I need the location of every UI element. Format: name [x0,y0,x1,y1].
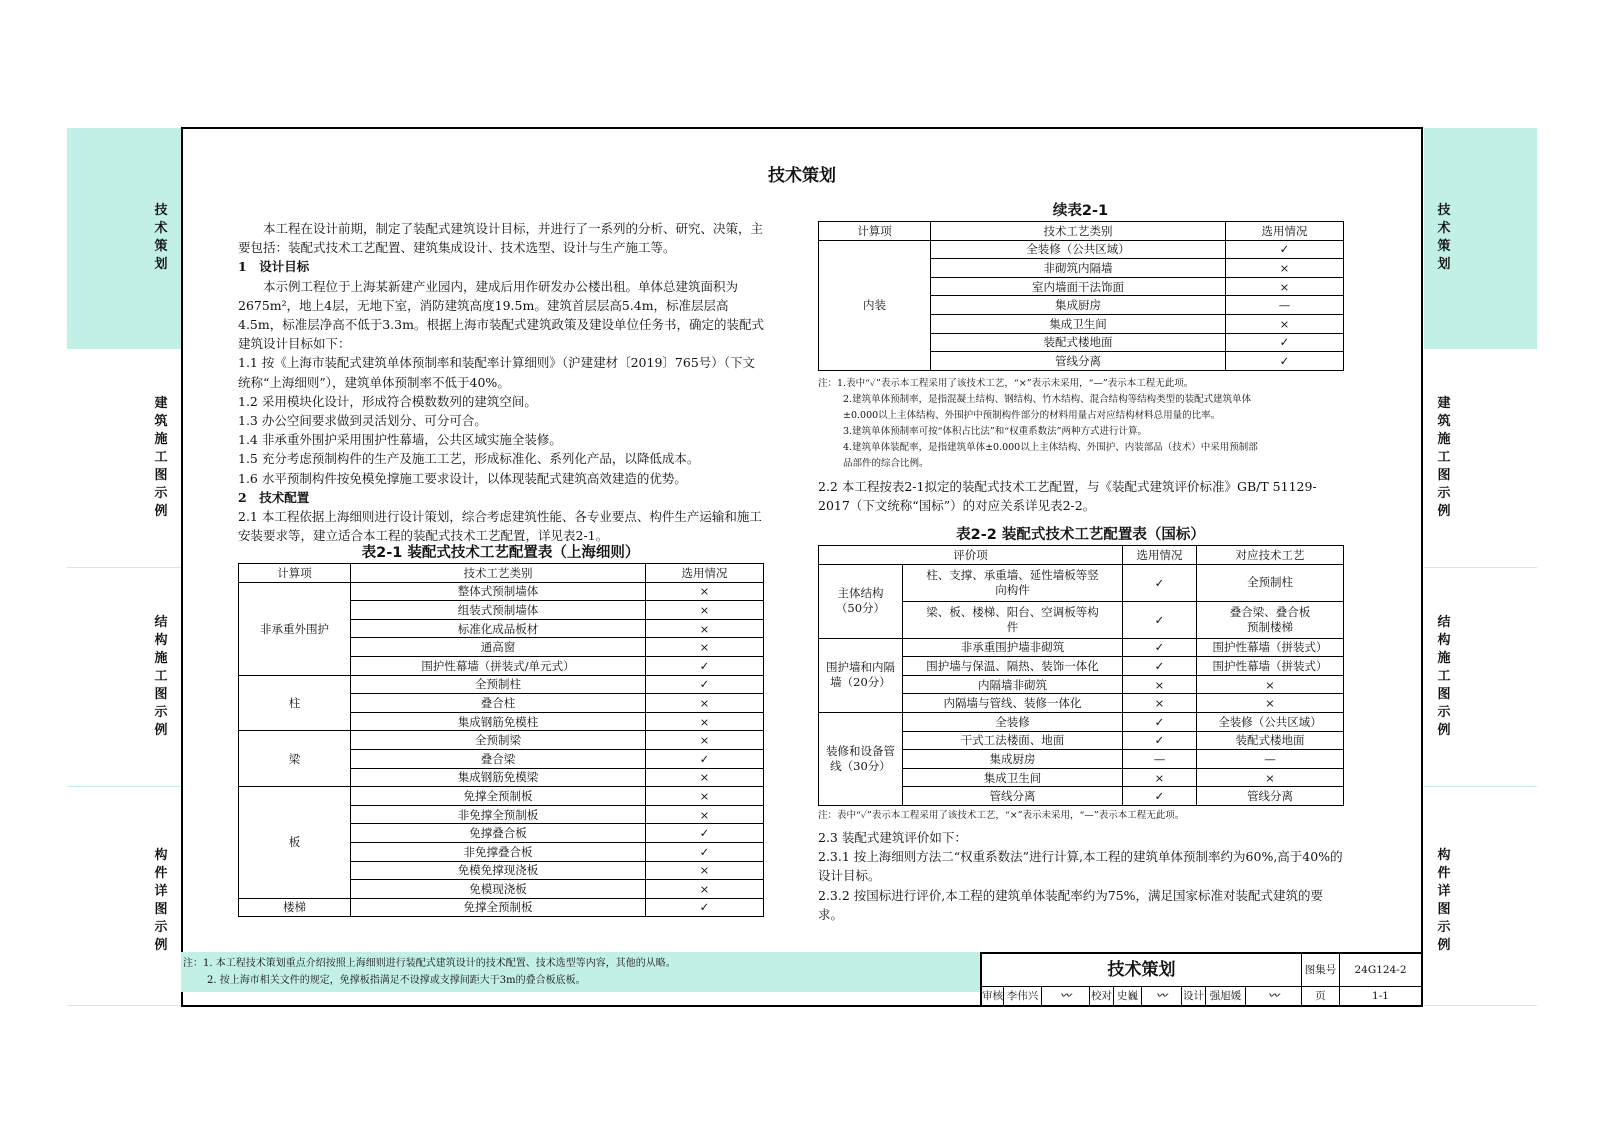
table-row [819,712,1344,731]
drawing-frame [181,127,1423,1007]
table-header-row [239,564,764,583]
table-row [239,731,764,750]
status-cell: ✓ [646,749,764,768]
page-title: 技术策划 [768,166,836,186]
bottom-notes [181,952,981,992]
note-line: 4.建筑单体装配率，是指建筑单体±0.000以上主体结构、外围护、内装部品（技术）中采用预制部 [843,442,1258,453]
technique-cell: 围护性幕墙（拼装式/单元式） [351,656,646,675]
status-cell: ✓ [1123,564,1197,601]
status-cell: ✓ [1226,352,1344,371]
group-cell: 内装 [819,240,931,370]
technique-cell: 叠合柱 [351,694,646,713]
technique-cell: 叠合梁、叠合板预制楼梯 [1197,601,1344,638]
table-2-1-title: 表2-1 装配式技术工艺配置表（上海细则） [361,545,640,561]
status-cell: ✓ [646,898,764,917]
side-tab-left-1[interactable] [67,128,181,348]
technique-cell: × [1197,675,1344,694]
section-2-3-line: 2.3.2 按国标进行评价,本工程的建筑单体装配率约为75%，满足国家标准对装配式建筑的要求。 [818,887,1324,922]
page-number: 1-1 [1372,990,1389,1002]
designer-name: 强旭媛 [1206,987,1246,1006]
left-text [238,219,766,545]
table-2-2-title: 表2-2 装配式技术工艺配置表（国标） [956,527,1205,543]
table-row [819,638,1344,657]
technique-cell: 非砌筑内隔墙 [931,259,1226,278]
group-cell: 柱 [239,675,351,731]
reviewer-signature: 〰 [1042,987,1090,1006]
status-cell: ✓ [646,675,764,694]
side-tab-label: 建筑施工图示例 [154,396,168,519]
section-1-heading: 1 设计目标 [238,259,310,275]
technique-cell: 集成钢筋免模柱 [351,712,646,731]
status-cell: × [646,582,764,601]
status-cell: ✓ [646,656,764,675]
technique-cell: 管线分离 [931,352,1226,371]
technique-cell: 管线分离 [1197,787,1344,806]
table-header-row [819,222,1344,241]
status-cell: × [1123,694,1197,713]
status-cell: ✓ [646,842,764,861]
goal-item: 1.1 按《上海市装配式建筑单体预制率和装配率计算细则》（沪建建材〔2019〕765号）（下文统称“上海细则”），建筑单体预制率不低于40%。 [238,355,756,390]
technique-cell: 集成厨房 [931,296,1226,315]
technique-cell: 免撑全预制板 [351,898,646,917]
note-line: 品部件的综合比例。 [843,458,929,469]
evaluation-item-cell: 围护墙与保温、隔热、装饰一体化 [903,657,1123,676]
section-2-3-line: 2.3.1 按上海细则方法二“权重系数法”进行计算,本工程的建筑单体预制率约为60%,高于40%的设计目标。 [818,849,1343,884]
technique-cell: 免撑全预制板 [351,787,646,806]
note-line: 3.建筑单体预制率可按“体积占比法”和“权重系数法”两种方式进行计算。 [843,426,1147,437]
side-tab-left-2[interactable] [67,349,181,567]
technique-cell: 围护性幕墙（拼装式） [1197,638,1344,657]
side-tab-label: 结构施工图示例 [154,615,168,738]
table-2-2 [818,545,1344,806]
table-header-cell: 评价项 [819,546,1123,565]
table-row [819,240,1344,259]
atlas-number: 24G124-2 [1340,954,1421,987]
technique-cell: 全预制柱 [1197,564,1344,601]
evaluation-item-cell: 全装修 [903,712,1123,731]
section-1-body: 本示例工程位于上海某新建产业园内，建成后用作研发办公楼出租。单体总建筑面积为2675m²，地上4层，无地下室，消防建筑高度19.5m。建筑首层层高5.4m，标准层层高4.5m，标准层净高不低于3.3m。根据上海市装配式建筑政策及建设单位任务书，确定的装配式建筑设计目标如下： [238,278,764,352]
technique-cell: 集成卫生间 [931,314,1226,333]
note-line: ±0.000以上主体结构、外围护中预制构件部分的材料用量占对应结构材料总用量的比率。 [843,410,1221,421]
status-cell: × [1123,768,1197,787]
goal-item: 1.6 水平预制构件按免模免撑施工要求设计，以体现装配式建筑高效建造的优势。 [238,470,687,486]
goal-item: 1.5 充分考虑预制构件的生产及施工工艺，形成标准化、系列化产品，以降低成本。 [238,451,700,467]
section-2-heading: 2 技术配置 [238,489,310,505]
checker-signature: 〰 [1142,987,1182,1006]
status-cell: ✓ [1123,731,1197,750]
table-header-cell: 技术工艺类别 [931,222,1226,241]
technique-cell: 全装修（公共区域） [1197,712,1344,731]
technique-cell: 组装式预制墙体 [351,601,646,620]
status-cell: × [1226,277,1344,296]
technique-cell: 集成钢筋免模梁 [351,768,646,787]
table-header-row [819,546,1344,565]
evaluation-item-cell: 非承重围护墙非砌筑 [903,638,1123,657]
group-cell: 梁 [239,731,351,787]
status-cell: ✓ [1123,638,1197,657]
side-tab-right-1[interactable] [1424,128,1537,348]
side-tab-right-4[interactable] [1424,787,1537,1005]
status-cell: × [1123,675,1197,694]
group-cell: 围护墙和内隔墙（20分） [819,638,903,712]
status-cell: ✓ [1226,333,1344,352]
paragraph-2-2: 2.2 本工程按表2-1拟定的装配式技术工艺配置，与《装配式建筑评价标准》GB/T 51129-2017（下文统称“国标”）的对应关系详见表2-2。 [818,479,1317,514]
table-2-2-note: 注：表中“✓”表示本工程采用了该技术工艺，“×”表示未采用，“—”表示本工程无此项。 [818,810,1185,821]
technique-cell: 非免撑叠合板 [351,842,646,861]
status-cell: — [1123,750,1197,769]
section-2-body: 2.1 本工程依据上海细则进行设计策划，综合考虑建筑性能、各专业要点、构件生产运输和施工安装要求等，建立适合本工程的装配式技术工艺配置，详见表2-1。 [238,509,762,544]
status-cell: × [1226,259,1344,278]
side-tab-label: 构件详图示例 [1437,848,1451,953]
technique-cell: 免模免撑现浇板 [351,861,646,880]
table-header-cell: 选用情况 [646,564,764,583]
status-cell: × [646,805,764,824]
section-2-3-line: 2.3 装配式建筑评价如下： [818,830,967,845]
side-tab-right-3[interactable] [1424,568,1537,786]
goal-item: 1.4 非承重外围护采用围护性幕墙，公共区域实施全装修。 [238,432,562,448]
divider [1424,1005,1537,1006]
side-tab-label: 技术策划 [154,203,168,272]
side-tab-right-2[interactable] [1424,349,1537,567]
side-tab-label: 建筑施工图示例 [1437,396,1451,519]
evaluation-item-cell: 干式工法楼面、地面 [903,731,1123,750]
intro-paragraph: 本工程在设计前期，制定了装配式建筑设计目标，并进行了一系列的分析、研究、决策，主要包括：装配式技术工艺配置、建筑集成设计、技术选型、设计与生产施工等。 [238,221,764,256]
group-cell: 非承重外围护 [239,582,351,675]
status-cell: ✓ [646,824,764,843]
technique-cell: 免撑叠合板 [351,824,646,843]
table-header-cell: 选用情况 [1123,546,1197,565]
title-block [980,952,1421,1005]
group-cell: 楼梯 [239,898,351,917]
status-cell: × [646,619,764,638]
technique-cell: 全预制柱 [351,675,646,694]
goal-item: 1.2 采用模块化设计，形成符合模数数列的建筑空间。 [238,393,537,409]
side-tab-left-3[interactable] [67,568,181,786]
atlas-label: 图集号 [1302,954,1340,987]
note-line: 2.建筑单体预制率，是指混凝土结构、钢结构、竹木结构、混合结构等结构类型的装配式建筑单体 [843,394,1252,405]
goal-item: 1.3 办公空间要求做到灵活划分、可分可合。 [238,413,487,429]
status-cell: ✓ [1123,787,1197,806]
status-cell: × [646,712,764,731]
table-2-1-notes [818,376,1348,472]
designer-signature: 〰 [1246,987,1302,1006]
table-row [239,898,764,917]
technique-cell: 免模现浇板 [351,880,646,899]
table-row [239,675,764,694]
group-cell: 主体结构（50分） [819,564,903,638]
note-line: 注：1.表中“✓”表示本工程采用了该技术工艺，“×”表示未采用，“—”表示本工程无此项。 [818,378,1194,389]
technique-cell: × [1197,768,1344,787]
technique-cell: 整体式预制墙体 [351,582,646,601]
technique-cell: 围护性幕墙（拼装式） [1197,657,1344,676]
evaluation-item-cell: 集成厨房 [903,750,1123,769]
technique-cell: 全预制梁 [351,731,646,750]
status-cell: × [646,638,764,657]
side-tab-label: 构件详图示例 [154,848,168,953]
table-2-1-continued [818,221,1344,371]
technique-cell: 叠合梁 [351,749,646,768]
table-row [819,564,1344,601]
design-label: 设计 [1182,987,1206,1006]
table-header-cell: 对应技术工艺 [1197,546,1344,565]
table-2-1-continued-title: 续表2-1 [1052,203,1109,219]
section-2-3 [818,828,1346,924]
evaluation-item-cell: 梁、板、楼梯、阳台、空调板等构件 [903,601,1123,638]
table-row [239,582,764,601]
technique-cell: × [1197,694,1344,713]
group-cell: 板 [239,787,351,899]
checker-name: 史巍 [1114,987,1142,1006]
divider [67,1005,181,1006]
table-header-cell: 技术工艺类别 [351,564,646,583]
table-row [239,787,764,806]
status-cell: ✓ [1123,657,1197,676]
table-header-cell: 选用情况 [1226,222,1344,241]
technique-cell: 装配式楼地面 [1197,731,1344,750]
page-label: 页 [1302,987,1340,1006]
evaluation-item-cell: 内隔墙与管线、装修一体化 [903,694,1123,713]
group-cell: 装修和设备管线（30分） [819,712,903,805]
status-cell: × [646,694,764,713]
status-cell: ✓ [1123,601,1197,638]
technique-cell: 装配式楼地面 [931,333,1226,352]
status-cell: ✓ [1123,712,1197,731]
check-label: 校对 [1090,987,1114,1006]
status-cell: × [646,601,764,620]
side-tab-label: 结构施工图示例 [1437,615,1451,738]
technique-cell: 室内墙面干法饰面 [931,277,1226,296]
side-tab-label: 技术策划 [1437,203,1451,272]
bottom-note-line: 2. 按上海市相关文件的规定，免撑板指满足不设撑或支撑间距大于3m的叠合板底板。 [207,975,586,986]
status-cell: × [1226,314,1344,333]
technique-cell: 全装修（公共区域） [931,240,1226,259]
technique-cell: — [1197,750,1344,769]
status-cell: — [1226,296,1344,315]
reviewer-name: 李伟兴 [1004,987,1042,1006]
status-cell: × [646,768,764,787]
status-cell: × [646,731,764,750]
evaluation-item-cell: 集成卫生间 [903,768,1123,787]
evaluation-item-cell: 管线分离 [903,787,1123,806]
technique-cell: 标准化成品板材 [351,619,646,638]
title-block-title: 技术策划 [982,954,1302,987]
status-cell: × [646,880,764,899]
bottom-note-line: 注：1. 本工程技术策划重点介绍按照上海细则进行装配式建筑设计的技术配置、技术选型等内容，其他的从略。 [183,958,676,969]
table-header-cell: 计算项 [239,564,351,583]
evaluation-item-cell: 柱、支撑、承重墙、延性墙板等竖向构件 [903,564,1123,601]
status-cell: ✓ [1226,240,1344,259]
table-header-cell: 计算项 [819,222,931,241]
table-2-1 [238,563,764,917]
status-cell: × [646,861,764,880]
status-cell: × [646,787,764,806]
review-label: 审核 [982,987,1004,1006]
technique-cell: 非免撑全预制板 [351,805,646,824]
side-tab-left-4[interactable] [67,787,181,1005]
technique-cell: 通高窗 [351,638,646,657]
evaluation-item-cell: 内隔墙非砌筑 [903,675,1123,694]
